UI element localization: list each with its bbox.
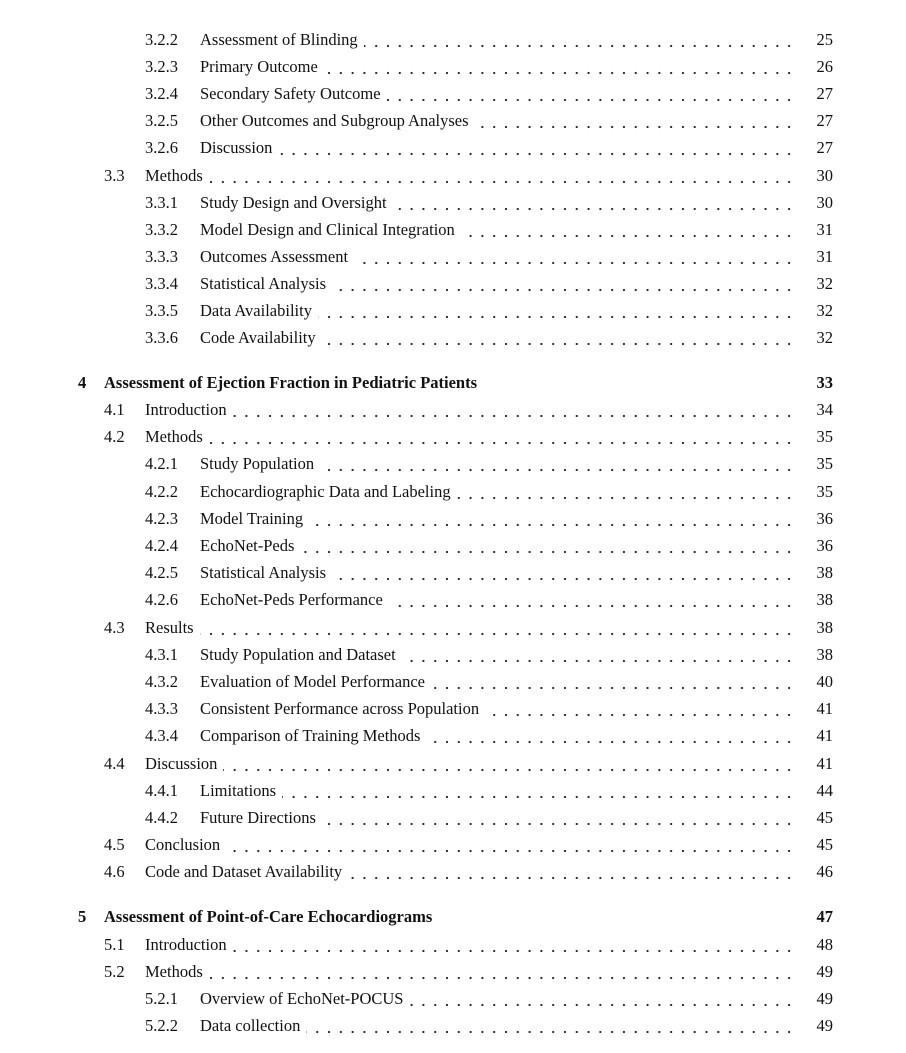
- section-number: 4.2.2: [145, 481, 178, 501]
- page-number: 32: [816, 273, 833, 293]
- section-number: 3.3.2: [145, 219, 178, 239]
- section-title: EchoNet-Peds: [200, 536, 295, 555]
- dot-leader: [233, 934, 796, 956]
- page-number: 34: [816, 400, 833, 419]
- toc-entry[interactable]: [0, 246, 906, 268]
- section-title: Code and Dataset Availability: [145, 862, 343, 882]
- section-title: Data collection: [200, 1016, 301, 1035]
- page-number: 32: [816, 328, 833, 348]
- dot-leader: [348, 861, 796, 883]
- page-number: 49: [816, 989, 833, 1008]
- dot-leader: [431, 671, 796, 693]
- page-number: 36: [816, 536, 833, 555]
- dot-leader: [389, 589, 796, 611]
- toc-entry[interactable]: [0, 753, 906, 775]
- toc-chapter-entry[interactable]: [0, 906, 906, 928]
- section-number: 3.2.5: [145, 111, 178, 131]
- toc-entry[interactable]: [0, 508, 906, 530]
- dot-leader: [364, 29, 796, 51]
- dot-leader: [226, 834, 796, 856]
- section-number: 5.2: [104, 962, 125, 981]
- section-title: Consistent Performance across Population: [200, 699, 480, 719]
- section-number: 4.2.4: [145, 536, 178, 555]
- toc-entry[interactable]: [0, 300, 906, 322]
- section-number: 3.3.6: [145, 328, 178, 348]
- toc-entry[interactable]: [0, 1015, 906, 1037]
- dot-leader: [233, 399, 796, 421]
- section-title: Assessment of Ejection Fraction in Pediatric Patients: [104, 373, 478, 392]
- section-title: EchoNet-Peds Performance: [200, 590, 383, 610]
- toc-entry[interactable]: [0, 617, 906, 639]
- section-title: Assessment of Point-of-Care Echocardiograms: [104, 907, 433, 926]
- section-number: 3.2.3: [145, 57, 178, 77]
- section-number: 4.5: [104, 835, 125, 855]
- section-number: 4.3: [104, 617, 125, 637]
- dot-leader: [278, 137, 796, 159]
- section-number: 4.4: [104, 753, 125, 773]
- toc-entry[interactable]: [0, 83, 906, 105]
- dot-leader: [393, 192, 796, 214]
- section-number: 4.2.6: [145, 590, 178, 610]
- section-title: Assessment of Blinding: [200, 30, 358, 49]
- section-title: Overview of EchoNet-POCUS: [200, 989, 404, 1008]
- page-number: 38: [816, 563, 833, 583]
- section-number: 4.4.1: [145, 780, 178, 800]
- section-title: Secondary Safety Outcome: [200, 84, 381, 104]
- page-number: 40: [816, 672, 833, 691]
- page-number: 47: [816, 907, 833, 926]
- toc-entry[interactable]: [0, 399, 906, 421]
- toc-entry[interactable]: [0, 725, 906, 747]
- section-number: 4.3.3: [145, 699, 178, 719]
- section-title: Results: [145, 617, 194, 637]
- section-title: Outcomes Assessment: [200, 246, 349, 266]
- dot-leader: [209, 426, 796, 448]
- toc-entry[interactable]: [0, 807, 906, 829]
- dot-leader: [426, 725, 796, 747]
- dot-leader: [475, 110, 796, 132]
- page-number: 35: [816, 481, 833, 501]
- dot-leader: [387, 83, 796, 105]
- toc-entry[interactable]: [0, 861, 906, 883]
- section-title: Introduction: [145, 400, 227, 419]
- section-title: Introduction: [145, 935, 227, 954]
- section-number: 3.3.1: [145, 192, 178, 212]
- section-number: 4.3.4: [145, 726, 178, 746]
- section-title: Discussion: [145, 753, 218, 773]
- section-number: 4: [78, 373, 87, 392]
- dot-leader: [223, 753, 796, 775]
- section-number: 5.2.1: [145, 989, 178, 1008]
- section-number: 3.3.5: [145, 301, 178, 320]
- dot-leader: [354, 246, 796, 268]
- section-number: 4.2.3: [145, 508, 178, 528]
- dot-leader: [306, 1015, 796, 1037]
- dot-leader: [300, 535, 796, 557]
- section-title: Primary Outcome: [200, 57, 318, 77]
- toc-entry[interactable]: [0, 988, 906, 1010]
- toc-entry[interactable]: [0, 29, 906, 51]
- page-number: 31: [816, 219, 833, 239]
- page-number: 44: [816, 780, 833, 800]
- dot-leader: [332, 562, 796, 584]
- page-number: 45: [816, 835, 833, 855]
- toc-entry[interactable]: [0, 192, 906, 214]
- page-number: 27: [816, 111, 833, 131]
- section-number: 3.2.4: [145, 84, 178, 104]
- page-number: 41: [816, 753, 833, 773]
- dot-leader: [402, 644, 796, 666]
- page-number: 38: [816, 617, 833, 637]
- page-number: 35: [816, 454, 833, 474]
- dot-leader: [409, 988, 796, 1010]
- section-title: Limitations: [200, 780, 277, 800]
- page-number: 35: [816, 427, 833, 447]
- page-number: 27: [816, 138, 833, 158]
- section-title: Model Training: [200, 508, 304, 528]
- section-title: Other Outcomes and Subgroup Analyses: [200, 111, 469, 131]
- section-title: Statistical Analysis: [200, 273, 327, 293]
- toc-entry[interactable]: [0, 327, 906, 349]
- page-number: 49: [816, 1016, 833, 1035]
- dot-leader: [457, 481, 796, 503]
- dot-leader: [282, 780, 796, 802]
- section-title: Evaluation of Model Performance: [200, 672, 425, 691]
- dot-leader: [332, 273, 796, 295]
- dot-leader: [322, 327, 796, 349]
- page-number: 41: [816, 699, 833, 719]
- section-title: Discussion: [200, 138, 273, 158]
- section-number: 3.2.2: [145, 30, 178, 49]
- page-number: 38: [816, 590, 833, 610]
- dot-leader: [209, 961, 796, 983]
- dot-leader: [322, 807, 796, 829]
- dot-leader: [200, 617, 796, 639]
- page-number: 30: [816, 165, 833, 185]
- toc-entry[interactable]: [0, 453, 906, 475]
- dot-leader: [461, 219, 796, 241]
- section-number: 4.3.2: [145, 672, 178, 691]
- toc-entry[interactable]: [0, 780, 906, 802]
- page-number: 38: [816, 644, 833, 664]
- page-number: 45: [816, 808, 833, 827]
- section-number: 4.6: [104, 862, 125, 882]
- section-number: 4.2: [104, 427, 125, 447]
- section-title: Future Directions: [200, 808, 316, 827]
- page-number: 46: [816, 862, 833, 882]
- page-number: 30: [816, 192, 833, 212]
- dot-leader: [485, 698, 796, 720]
- page-number: 49: [816, 962, 833, 981]
- section-number: 4.2.5: [145, 563, 178, 583]
- section-title: Code Availability: [200, 328, 316, 348]
- toc-entry[interactable]: [0, 273, 906, 295]
- section-number: 3.3.4: [145, 273, 178, 293]
- section-number: 3.2.6: [145, 138, 178, 158]
- toc-entry[interactable]: [0, 481, 906, 503]
- section-number: 3.3: [104, 165, 125, 185]
- section-title: Methods: [145, 962, 203, 981]
- page-number: 32: [816, 301, 833, 320]
- dot-leader: [320, 453, 796, 475]
- toc-entry[interactable]: [0, 589, 906, 611]
- section-title: Study Design and Oversight: [200, 192, 387, 212]
- toc-entry[interactable]: [0, 137, 906, 159]
- toc-entry[interactable]: [0, 834, 906, 856]
- section-title: Model Design and Clinical Integration: [200, 219, 455, 239]
- toc-entry[interactable]: [0, 535, 906, 557]
- page-number: 27: [816, 84, 833, 104]
- section-number: 4.4.2: [145, 808, 178, 827]
- page-number: 48: [816, 935, 833, 954]
- section-title: Comparison of Training Methods: [200, 726, 421, 746]
- section-title: Echocardiographic Data and Labeling: [200, 481, 451, 501]
- section-number: 4.1: [104, 400, 125, 419]
- toc-entry[interactable]: [0, 56, 906, 78]
- toc-entry[interactable]: [0, 961, 906, 983]
- toc-entry[interactable]: [0, 698, 906, 720]
- dot-leader: [324, 56, 796, 78]
- section-title: Methods: [145, 427, 203, 447]
- toc-entry[interactable]: [0, 644, 906, 666]
- page-number: 26: [816, 57, 833, 77]
- toc-chapter-entry[interactable]: [0, 372, 906, 394]
- section-title: Study Population and Dataset: [200, 644, 396, 664]
- dot-leader: [318, 300, 796, 322]
- toc-entry[interactable]: [0, 562, 906, 584]
- toc-entry[interactable]: [0, 671, 906, 693]
- toc-entry[interactable]: [0, 110, 906, 132]
- section-number: 4.3.1: [145, 644, 178, 664]
- toc-entry[interactable]: [0, 165, 906, 187]
- page-number: 41: [816, 726, 833, 746]
- section-number: 3.3.3: [145, 246, 178, 266]
- section-number: 4.2.1: [145, 454, 178, 474]
- section-title: Methods: [145, 165, 203, 185]
- page-number: 33: [816, 373, 833, 392]
- toc-entry[interactable]: [0, 219, 906, 241]
- dot-leader: [309, 508, 796, 530]
- page-number: 25: [816, 30, 833, 49]
- section-title: Conclusion: [145, 835, 221, 855]
- section-title: Data Availability: [200, 301, 312, 320]
- page-number: 31: [816, 246, 833, 266]
- section-number: 5.2.2: [145, 1016, 178, 1035]
- section-title: Study Population: [200, 454, 315, 474]
- section-number: 5: [78, 907, 87, 926]
- toc-entry[interactable]: [0, 934, 906, 956]
- section-number: 5.1: [104, 935, 125, 954]
- dot-leader: [209, 165, 796, 187]
- toc-entry[interactable]: [0, 426, 906, 448]
- page-number: 36: [816, 508, 833, 528]
- section-title: Statistical Analysis: [200, 563, 327, 583]
